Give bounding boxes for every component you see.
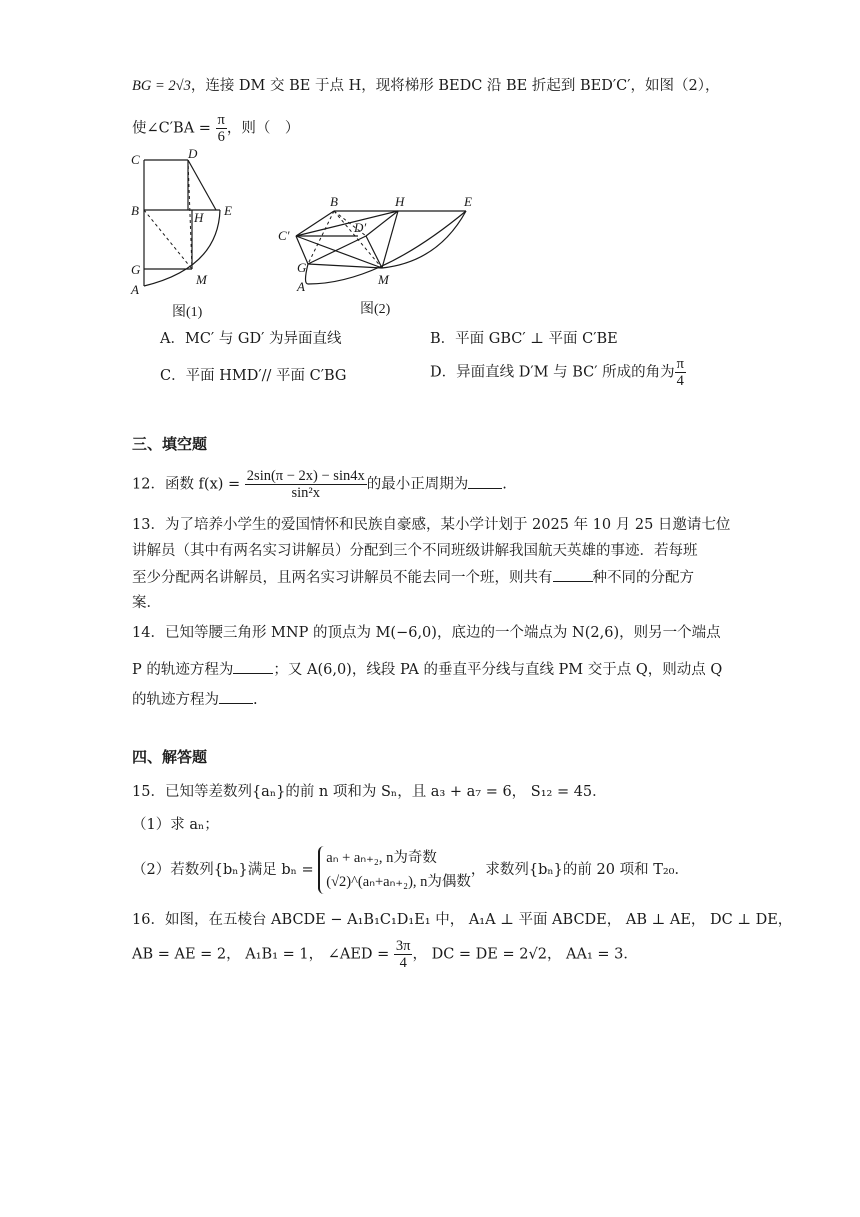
q13-line-3-pre: 至少分配两名讲解员，且两名实习讲解员不能去同一个班，则共有 (132, 570, 553, 586)
figure-1 (128, 148, 238, 323)
frac-num: 3π (395, 938, 411, 954)
fig1-label-c: C (131, 152, 140, 167)
section-heading-fill-blank: 三、填空题 (132, 435, 208, 453)
q12-fraction (245, 468, 367, 501)
q12-end: . (502, 476, 507, 493)
q14-line-2-post: ；又 A(6,0)，线段 PA 的垂直平分线与直线 PM 交于点 Q，则动点 Q (273, 662, 723, 678)
q14-line-1: 14．已知等腰三角形 MNP 的顶点为 M(−6,0)，底边的一个端点为 N(2,6)，则另一个端点 (132, 625, 721, 641)
figure-2 (278, 192, 488, 322)
answer-blank[interactable] (468, 474, 502, 489)
q14-line-3-end: . (253, 692, 258, 708)
q14-line-2-pre: P 的轨迹方程为 (132, 662, 234, 678)
fig2-label-g: G (297, 260, 307, 275)
bg-value: BG = 2√3 (132, 78, 191, 94)
fig2-label-m: M (378, 272, 389, 287)
q15-line-1: 15．已知等差数列{aₙ}的前 n 项和为 Sₙ，且 a₃ + a₇ = 6， S₁₂ = 45． (132, 784, 607, 800)
fig2-caption: 图(2) (360, 302, 391, 317)
option-b: B．平面 GBC′ ⊥ 平面 C′BE (430, 331, 618, 347)
fig1-label-g: G (131, 262, 141, 277)
fig2-label-d-prime: D′ (354, 220, 367, 235)
q15-part-1: （1）求 aₙ； (132, 817, 219, 833)
fig2-label-h: H (395, 194, 405, 209)
answer-blank[interactable] (233, 659, 273, 674)
section-heading-solutions: 四、解答题 (132, 748, 208, 766)
fig1-label-d: D (188, 148, 198, 161)
q15-part-2-post: ，求数列{bₙ}的前 20 项和 T₂₀． (470, 862, 689, 878)
pi-over-6-fraction (216, 112, 227, 145)
q14-line-3-pre: 的轨迹方程为 (132, 692, 219, 708)
three-pi-over-4-fraction (394, 938, 413, 971)
q13-line-2: 讲解员（其中有两名实习讲解员）分配到三个不同班级讲解我国航天英雄的事迹．若每班 (132, 543, 698, 559)
fig2-label-a: A (297, 279, 305, 294)
question-12 (132, 468, 507, 501)
angle-condition: 使∠C′BA = (132, 120, 216, 137)
q13-line-1: 13．为了培养小学生的爱国情怀和民族自豪感，某小学计划于 2025 年 10 月 25 日邀请七位 (132, 517, 731, 533)
frac-den: 4 (676, 373, 684, 389)
q13-line-3 (132, 567, 694, 588)
fig2-label-e: E (464, 194, 472, 209)
question-stem-end: ，则（ ） (226, 120, 300, 137)
q12-prefix: 12．函数 f(x) = (132, 476, 245, 493)
pi-over-4-fraction (675, 356, 686, 389)
fig1-label-e: E (224, 203, 232, 218)
q16-line-2-pre: AB = AE = 2， A₁B₁ = 1， ∠AED = (132, 946, 394, 963)
case-even: (√2)^(aₙ+aₙ₊₂), n为偶数 (326, 874, 471, 890)
frac-num: 2sin(π − 2x) − sin4x (246, 468, 365, 484)
frac-den: 4 (399, 955, 407, 971)
frac-num: π (676, 356, 684, 372)
intro-text-1: ，连接 DM 交 BE 于点 H，现将梯形 BEDC 沿 BE 折起到 BED′C′，如图（2）， (190, 78, 720, 94)
option-a: A．MC′ 与 GD′ 为异面直线 (160, 331, 342, 347)
q13-line-4: 案． (132, 595, 161, 611)
q14-line-2 (132, 659, 722, 680)
fig2-label-c-prime: C′ (278, 228, 290, 243)
piecewise-definition (318, 846, 471, 894)
fig1-label-m: M (196, 272, 207, 287)
q14-line-3 (132, 689, 258, 710)
q12-suffix: 的最小正周期为 (366, 476, 469, 493)
fig1-label-h: H (194, 210, 204, 225)
frac-num: π (217, 112, 225, 128)
fig1-label-a: A (131, 282, 139, 297)
answer-blank[interactable] (219, 689, 253, 704)
intro-line-2 (132, 112, 299, 145)
fig1-label-b: B (131, 203, 139, 218)
q16-line-2 (132, 938, 638, 971)
q15-part-2-pre: （2）若数列{bₙ}满足 bₙ = (132, 862, 319, 878)
answer-blank[interactable] (553, 567, 593, 582)
q13-line-3-post: 种不同的分配方 (592, 570, 694, 586)
intro-line-1 (132, 76, 720, 96)
option-d-text: D．异面直线 D′M 与 BC′ 所成的角为 (430, 364, 675, 381)
frac-den: sin²x (291, 485, 321, 501)
option-d (430, 356, 686, 389)
q16-line-2-post: ， DC = DE = 2√2， AA₁ = 3． (412, 946, 638, 963)
q16-line-1: 16．如图，在五棱台 ABCDE − A₁B₁C₁D₁E₁ 中， A₁A ⊥ 平面 ABCDE， AB ⊥ AE， DC ⊥ DE， (132, 912, 793, 928)
option-c: C．平面 HMD′// 平面 C′BG (160, 368, 347, 384)
case-odd: aₙ + aₙ₊₂, n为奇数 (326, 850, 437, 866)
fig1-caption: 图(1) (172, 305, 203, 320)
q15-part-2 (132, 846, 689, 894)
frac-den: 6 (217, 129, 225, 145)
fig2-label-b: B (330, 194, 338, 209)
